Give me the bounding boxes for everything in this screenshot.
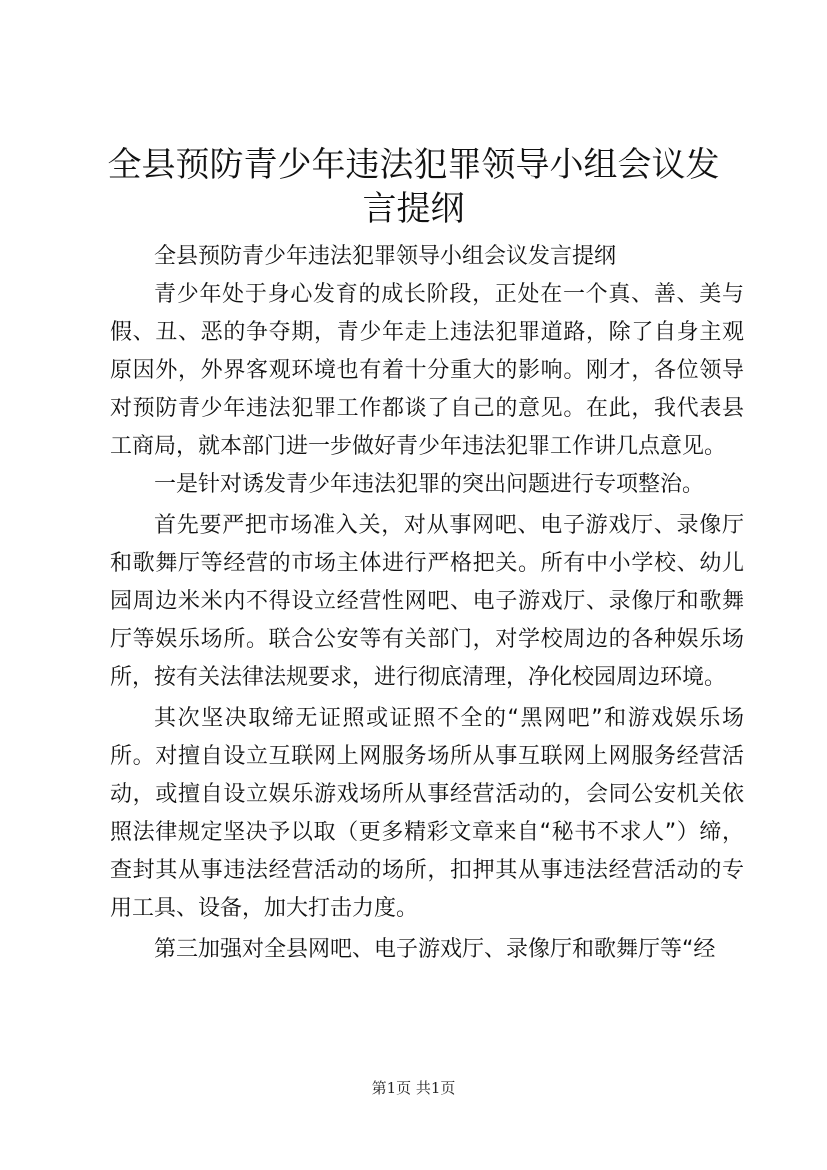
document-body (110, 238, 744, 969)
paragraph-point-one: 一是针对诱发青少年违法犯罪的突出问题进行专项整治。 (154, 472, 705, 497)
paragraph-first-measure: 首先要严把市场准入关，对从事网吧、电子游戏厅、录像厅和歌舞厅等经营的市场主体进行严格把关。所有中小学校、幼儿园周边米米内不得设立经营性网吧、电子游戏厅、录像厅和歌舞厅等娱乐场所。联合公安等有关部门，对学校周边的各种娱乐场所，按有关法律法规要求，进行彻底清理，净化校园周边环境。 (110, 513, 744, 690)
paragraph-intro: 青少年处于身心发育的成长阶段，正处在一个真、善、美与假、丑、恶的争夺期，青少年走上违法犯罪道路，除了自身主观原因外，外界客观环境也有着十分重大的影响。刚才，各位领导对预防青少年违法犯罪工作都谈了自己的意见。在此，我代表县工商局，就本部门进一步做好青少年违法犯罪工作讲几点意见。 (110, 282, 744, 459)
paragraph-subtitle: 全县预防青少年违法犯罪领导小组会议发言提纲 (154, 244, 617, 269)
document-title: 全县预防青少年违法犯罪领导小组会议发言提纲 (107, 145, 720, 229)
paragraph-third-measure: 第三加强对全县网吧、电子游戏厅、录像厅和歌舞厅等“经 (154, 937, 716, 962)
page-footer: 第1页 共1页 (371, 1079, 456, 1097)
paragraph-second-measure: 其次坚决取缔无证照或证照不全的“黑网吧”和游戏娱乐场所。对擅自设立互联网上网服务场所从事互联网上网服务经营活动，或擅自设立娱乐游戏场所从事经营活动的，会同公安机关依照法律规定坚决予以取（更多精彩文章来自“秘书不求人”）缔，查封其从事违法经营活动的场所，扣押其从事违法经营活动的专用工具、设备，加大打击力度。 (110, 706, 744, 921)
